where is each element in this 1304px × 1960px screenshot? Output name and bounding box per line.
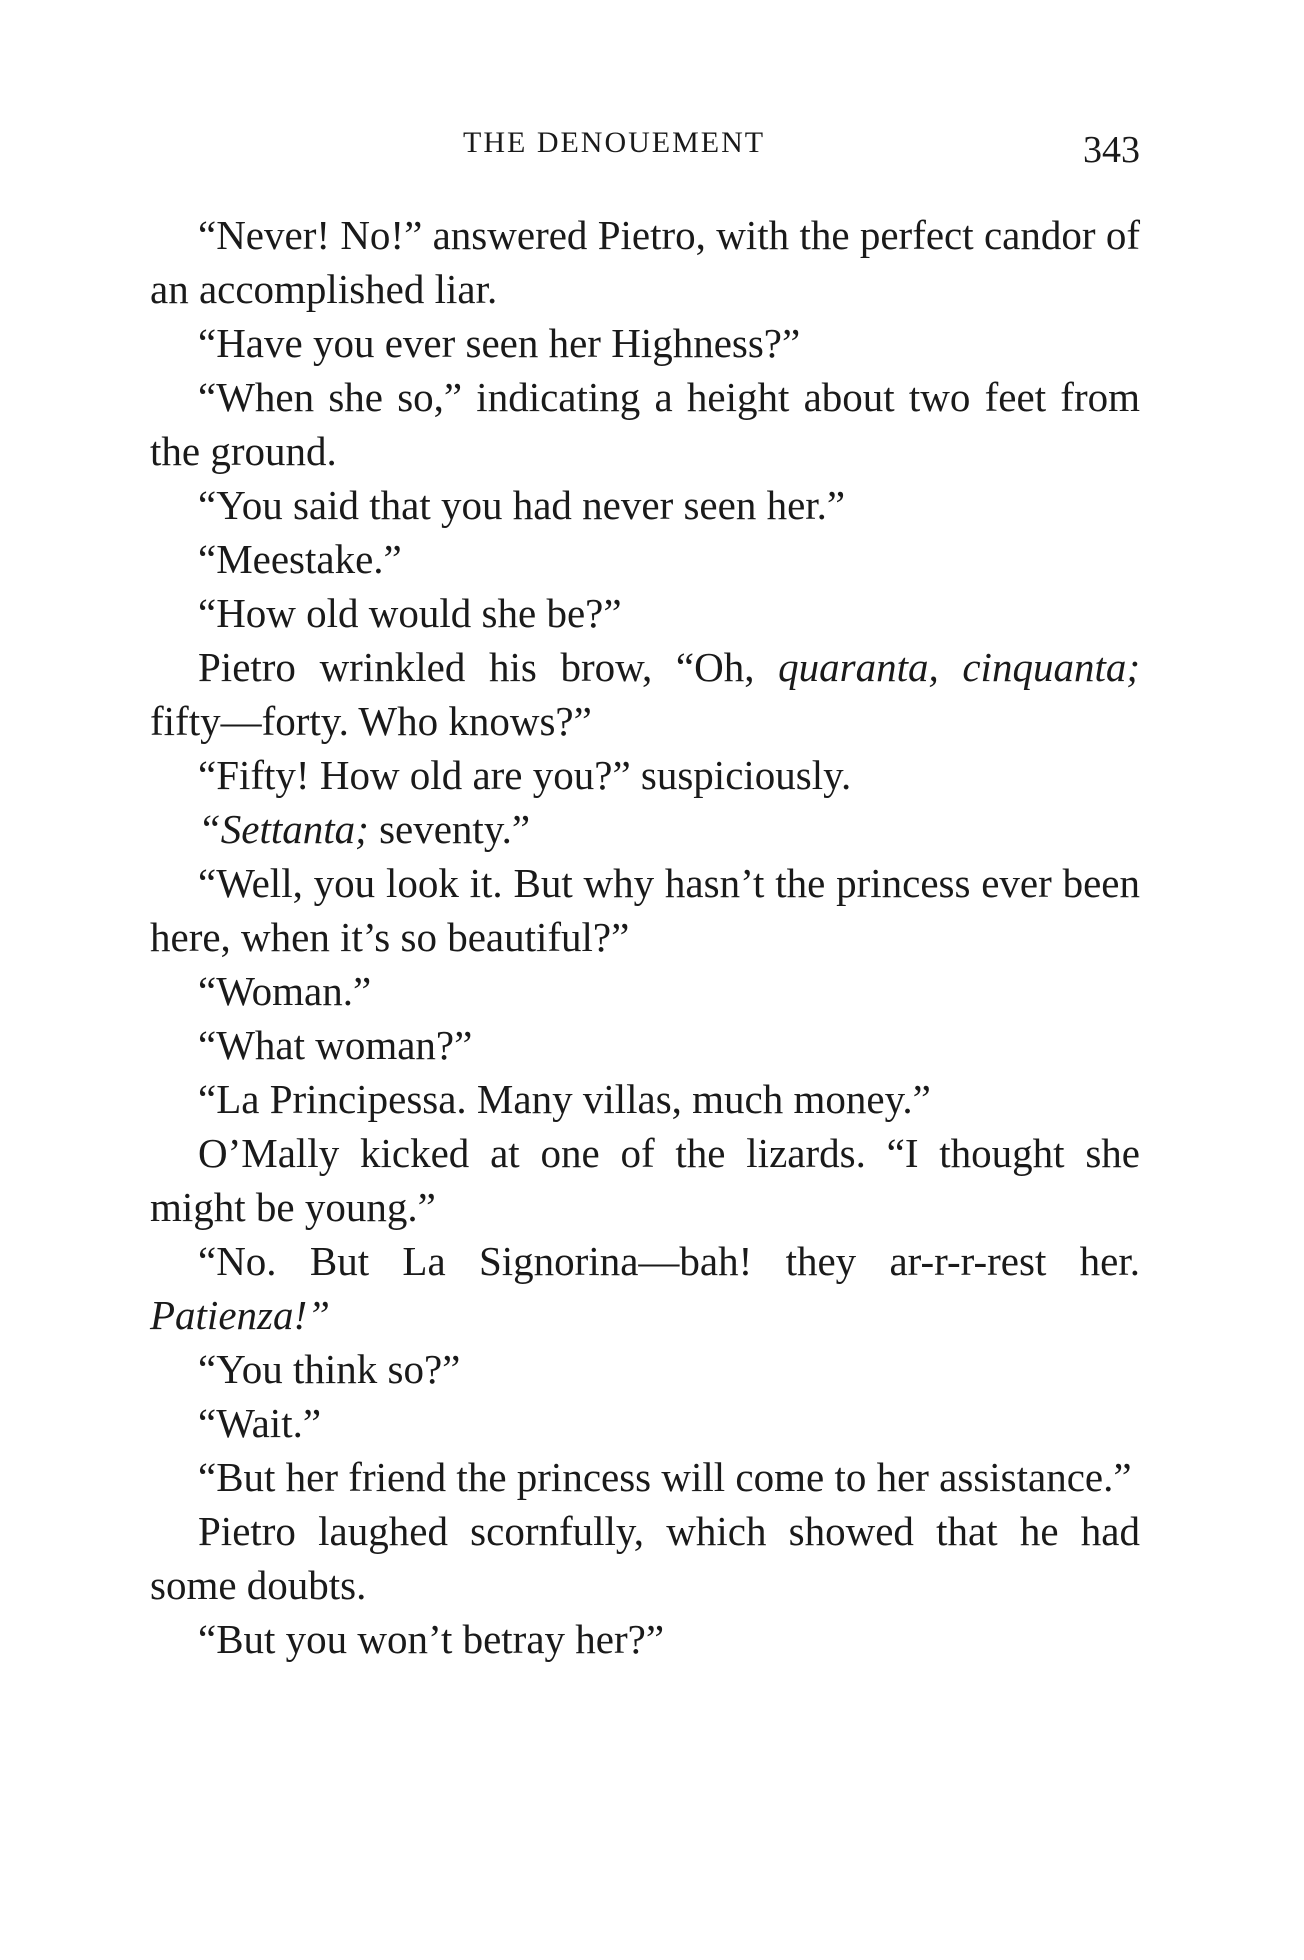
paragraph-text: seventy.” — [368, 806, 531, 852]
running-title: THE DENOUEMENT — [463, 126, 766, 159]
paragraph-text: “No. But La Signorina—bah! they ar-r-r-rest her. — [198, 1238, 1140, 1284]
italic-phrase: quaranta, cinquanta; — [778, 644, 1140, 690]
body-text — [150, 208, 1140, 1666]
paragraph: “What woman?” — [198, 1022, 473, 1068]
paragraph: “Meestake.” — [198, 536, 402, 582]
paragraph: “Well, you look it. But why hasn’t the princess ever been here, when it’s so beautiful?” — [150, 860, 1140, 960]
paragraph: “La Principessa. Many villas, much money.” — [198, 1076, 931, 1122]
paragraph: “How old would she be?” — [198, 590, 622, 636]
paragraph: “Woman.” — [198, 968, 372, 1014]
paragraph: Pietro laughed scornfully, which showed that he had some doubts. — [150, 1508, 1140, 1608]
paragraph: “When she so,” indicating a height about two feet from the ground. — [150, 374, 1140, 474]
paragraph: “Fifty! How old are you?” suspiciously. — [198, 752, 852, 798]
paragraph — [150, 802, 1140, 856]
paragraph-text: fifty—forty. Who knows?” — [150, 698, 592, 744]
page-header — [150, 120, 1140, 180]
paragraph: “But you won’t betray her?” — [198, 1616, 665, 1662]
paragraph — [150, 1234, 1140, 1342]
paragraph-text: Pietro wrinkled his brow, “Oh, — [198, 644, 779, 690]
paragraph: “You said that you had never seen her.” — [198, 482, 846, 528]
paragraph: “Have you ever seen her Highness?” — [198, 320, 801, 366]
paragraph — [150, 640, 1140, 748]
italic-phrase: Patienza!” — [150, 1292, 330, 1338]
paragraph: “You think so?” — [198, 1346, 461, 1392]
paragraph: O’Mally kicked at one of the lizards. “I thought she might be young.” — [150, 1130, 1140, 1230]
page-number: 343 — [1083, 129, 1140, 171]
paragraph: “Never! No!” answered Pietro, with the perfect candor of an accomplished liar. — [150, 212, 1140, 312]
paragraph: “Wait.” — [198, 1400, 322, 1446]
paragraph: “But her friend the princess will come to her assistance.” — [198, 1454, 1132, 1500]
italic-phrase: “Settanta; — [198, 806, 369, 852]
